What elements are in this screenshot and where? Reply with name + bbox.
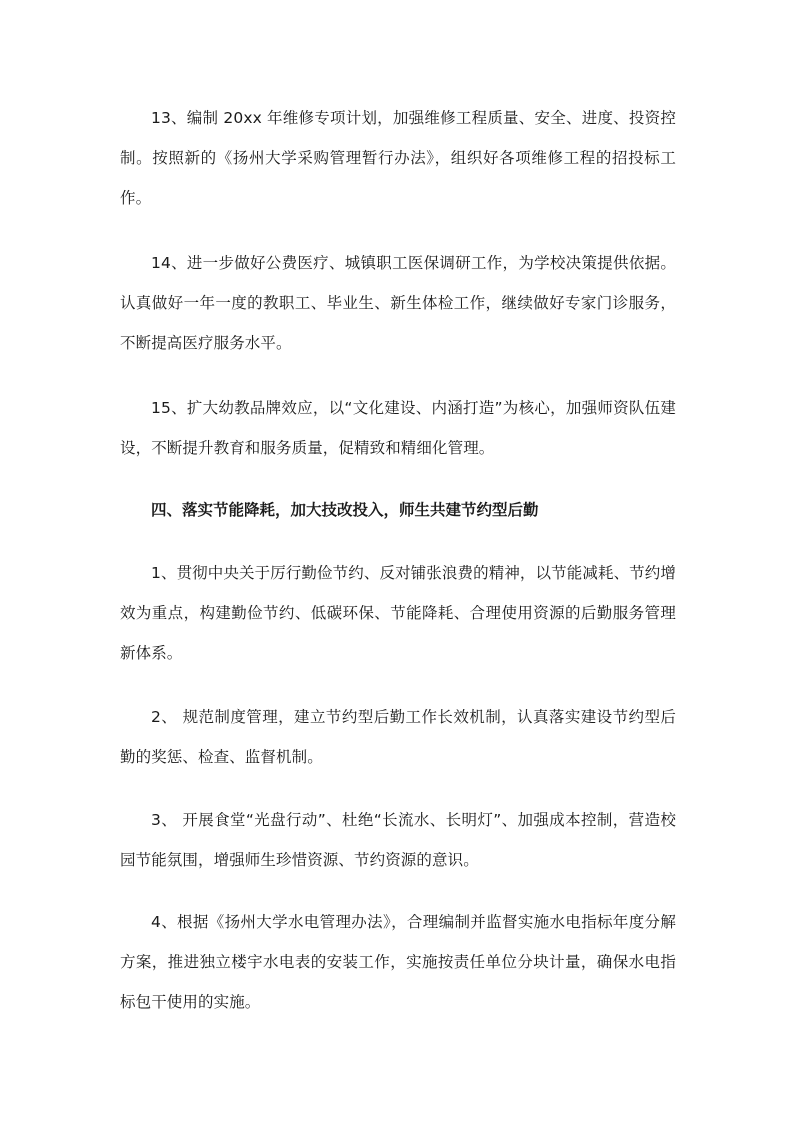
section-paragraph-4: 4、根据《扬州大学水电管理办法》，合理编制并监督实施水电指标年度分解方案，推进独立楼宇水电表的安装工作，实施按责任单位分块计量，确保水电指标包干使用的实施。: [120, 913, 676, 1011]
paragraph-15: 15、扩大幼教品牌效应，以“文化建设、内涵打造”为核心，加强师资队伍建设，不断提升教育和服务质量，促精致和精细化管理。: [120, 399, 676, 457]
section-paragraph-3: 3、 开展食堂“光盘行动”、杜绝“长流水、长明灯”、加强成本控制，营造校园节能氛围，增强师生珍惜资源、节约资源的意识。: [120, 811, 676, 869]
section-paragraph-2: 2、 规范制度管理，建立节约型后勤工作长效机制，认真落实建设节约型后勤的奖惩、检查、监督机制。: [120, 708, 676, 766]
paragraph-14: 14、进一步做好公费医疗、城镇职工医保调研工作，为学校决策提供依据。认真做好一年一度的教职工、毕业生、新生体检工作，继续做好专家门诊服务，不断提高医疗服务水平。: [120, 254, 676, 352]
section-paragraph-1: 1、贯彻中央关于厉行勤俭节约、反对铺张浪费的精神，以节能减耗、节约增效为重点，构建勤俭节约、低碳环保、节能降耗、合理使用资源的后勤服务管理新体系。: [120, 564, 676, 662]
paragraph-13: 13、编制 20xx 年维修专项计划，加强维修工程质量、安全、进度、投资控制。按照新的《扬州大学采购管理暂行办法》，组织好各项维修工程的招投标工作。: [120, 109, 676, 207]
section-heading: 四、落实节能降耗，加大技改投入，师生共建节约型后勤: [151, 501, 539, 519]
